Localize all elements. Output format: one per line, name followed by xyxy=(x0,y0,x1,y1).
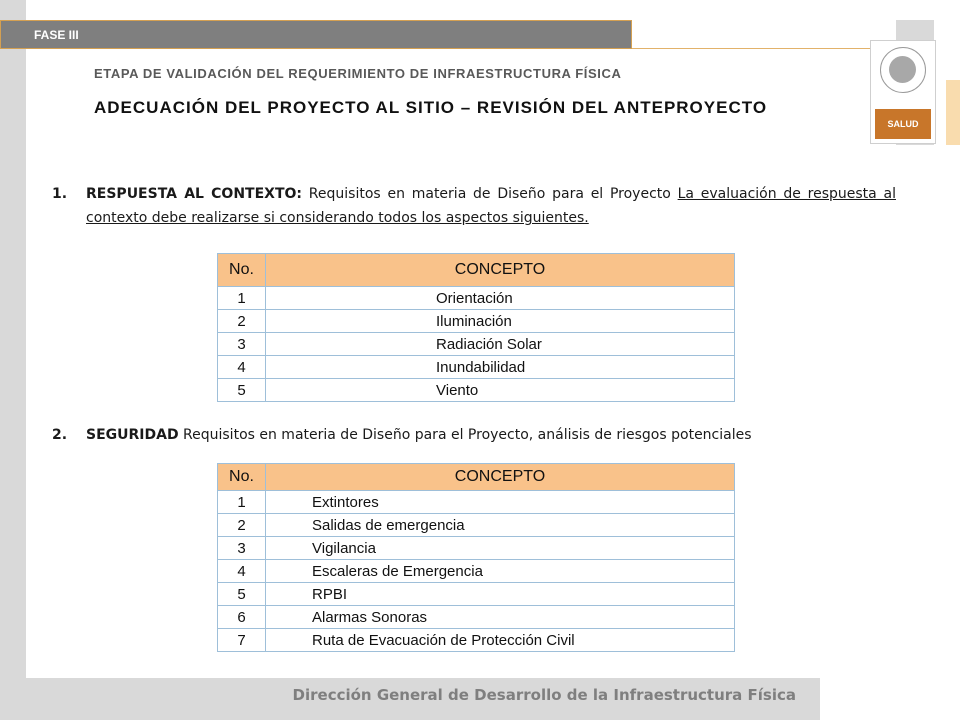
header-concept: CONCEPTO xyxy=(266,464,735,491)
section-lead: RESPUESTA AL CONTEXTO: xyxy=(86,186,303,202)
table-row xyxy=(218,537,735,560)
mexico-seal-icon xyxy=(880,47,926,93)
row-number: 3 xyxy=(218,333,266,356)
eagle-emblem-icon xyxy=(889,56,916,83)
row-concept: Inundabilidad xyxy=(266,356,735,379)
row-concept: Alarmas Sonoras xyxy=(266,606,735,629)
table-header-row xyxy=(218,254,735,287)
header-concept: CONCEPTO xyxy=(266,254,735,287)
header-divider xyxy=(632,48,872,49)
row-concept: Extintores xyxy=(266,491,735,514)
seguridad-table xyxy=(217,463,735,652)
row-concept: Ruta de Evacuación de Protección Civil xyxy=(266,629,735,652)
left-gray-strip xyxy=(0,0,26,720)
section-seguridad xyxy=(52,423,896,447)
table-row xyxy=(218,310,735,333)
row-number: 1 xyxy=(218,287,266,310)
table-row xyxy=(218,379,735,402)
table-row xyxy=(218,606,735,629)
contexto-table xyxy=(217,253,735,402)
phase-tab xyxy=(0,20,632,49)
row-number: 2 xyxy=(218,514,266,537)
row-number: 5 xyxy=(218,583,266,606)
table-row xyxy=(218,356,735,379)
row-number: 4 xyxy=(218,560,266,583)
table-row xyxy=(218,514,735,537)
row-concept: Viento xyxy=(266,379,735,402)
row-number: 7 xyxy=(218,629,266,652)
table-row xyxy=(218,629,735,652)
section-lead: SEGURIDAD xyxy=(86,427,179,443)
table-row xyxy=(218,491,735,514)
table-row xyxy=(218,560,735,583)
page-title: ADECUACIÓN DEL PROYECTO AL SITIO – REVISIÓN DEL ANTEPROYECTO xyxy=(94,98,768,117)
row-concept: RPBI xyxy=(266,583,735,606)
footer-text: Dirección General de Desarrollo de la Infraestructura Física xyxy=(292,686,796,704)
row-number: 6 xyxy=(218,606,266,629)
row-concept: Escaleras de Emergencia xyxy=(266,560,735,583)
row-number: 2 xyxy=(218,310,266,333)
section-text: Requisitos en materia de Diseño para el Proyecto, análisis de riesgos potenciales xyxy=(178,427,752,443)
right-orange-block xyxy=(946,80,960,145)
row-concept: Salidas de emergencia xyxy=(266,514,735,537)
row-concept: Vigilancia xyxy=(266,537,735,560)
table-row xyxy=(218,287,735,310)
section-number: 1. xyxy=(52,186,68,202)
phase-label: FASE III xyxy=(34,28,79,42)
header-no: No. xyxy=(218,254,266,287)
table-row xyxy=(218,333,735,356)
section-underlined-text: La evaluación de respuesta al contexto debe realizarse si considerando todos los aspectos siguientes. xyxy=(86,186,896,226)
row-number: 4 xyxy=(218,356,266,379)
section-text: Requisitos en materia de Diseño para el Proyecto xyxy=(302,186,678,202)
row-number: 5 xyxy=(218,379,266,402)
row-concept: Iluminación xyxy=(266,310,735,333)
table-header-row xyxy=(218,464,735,491)
section-number: 2. xyxy=(52,427,68,443)
row-number: 1 xyxy=(218,491,266,514)
salud-label: SALUD xyxy=(875,109,931,139)
table-row xyxy=(218,583,735,606)
row-concept: Radiación Solar xyxy=(266,333,735,356)
page-subtitle: ETAPA DE VALIDACIÓN DEL REQUERIMIENTO DE INFRAESTRUCTURA FÍSICA xyxy=(94,66,622,81)
header-no: No. xyxy=(218,464,266,491)
row-concept: Orientación xyxy=(266,287,735,310)
salud-logo xyxy=(870,40,936,144)
section-contexto xyxy=(52,182,896,230)
row-number: 3 xyxy=(218,537,266,560)
